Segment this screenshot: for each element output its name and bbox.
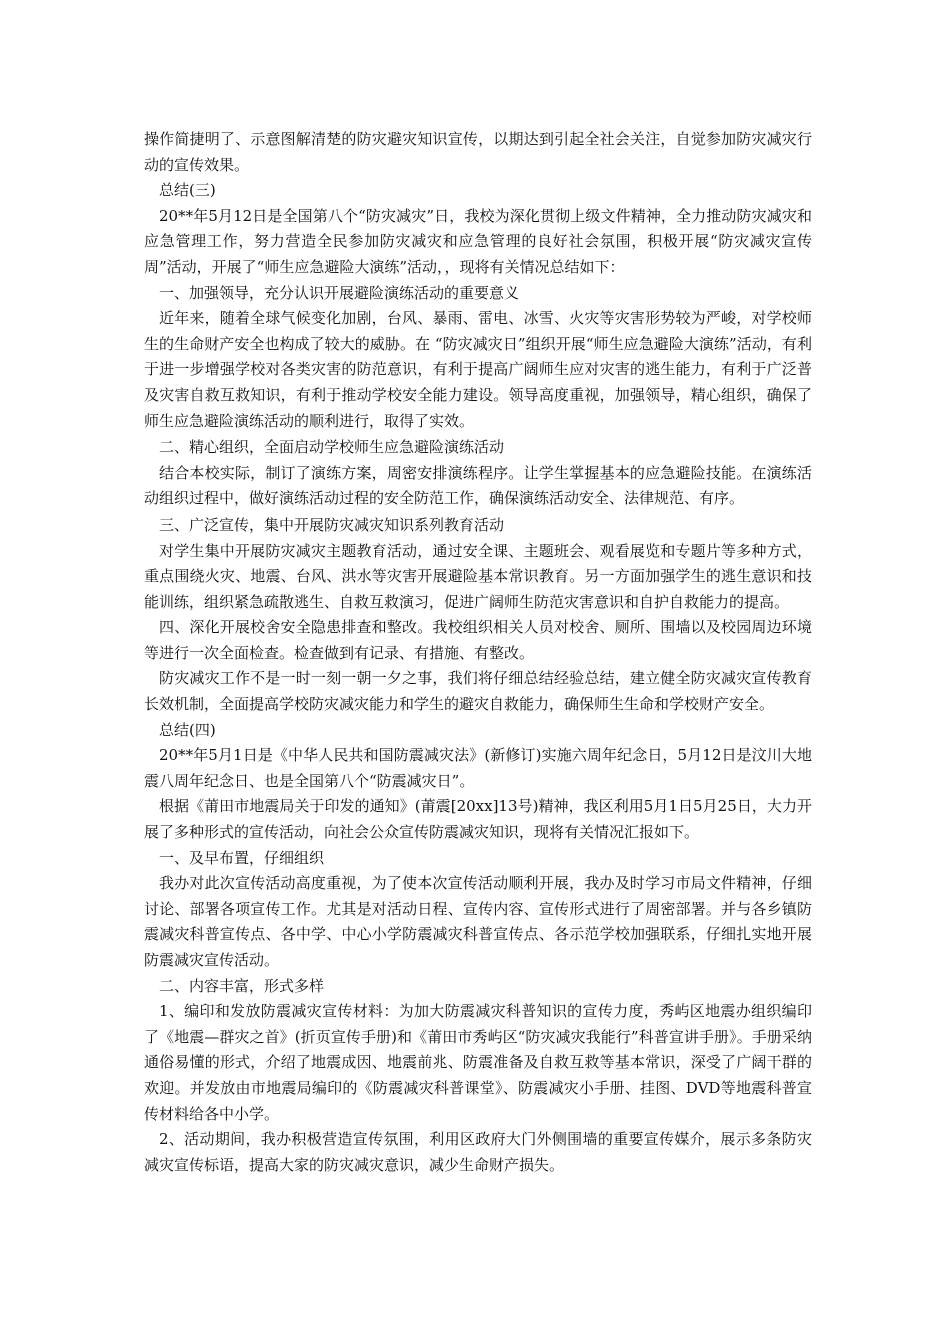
paragraph-continuation: 操作简捷明了、示意图解清楚的防灾避灾知识宣传，以期达到引起全社会关注，自觉参加防灾减灾行动的宣传效果。 <box>144 130 812 174</box>
paragraph-intro-3: 20**年5月12日是全国第八个“防灾减灾”日，我校为深化贯彻上级文件精神，全力推动防灾减灾和应急管理工作，努力营造全民参加防灾减灾和应急管理的良好社会氛围，积极开展“防灾减灾宣传周”活动，开展了“师生应急避险大演练”活动，，现将有关情况总结如下： <box>144 206 812 276</box>
paragraph-item-2-1: 1、编印和发放防震减灾宣传材料：为加大防震减灾科普知识的宣传力度，秀屿区地震办组织编印了《地震—群灾之首》(折页宣传手册)和《莆田市秀屿区“防灾减灾我能行”科普宣讲手册》。手册采纳通俗易懂的形式，介绍了地震成因、地震前兆、防震准备及自救互救等基本常识，深受了广阔干群的欢迎。并发放由市地震局编印的《防震减灾科普课堂》、防震减灾小手册、挂图、DVD等地震科普宣传材料给各中小学。 <box>144 1002 812 1123</box>
heading-point-1: 一、加强领导，充分认识开展避险演练活动的重要意义 <box>159 283 520 302</box>
heading-point-2: 二、精心组织，全面启动学校师生应急避险演练活动 <box>159 438 505 457</box>
section-title-summary-4: 总结(四) <box>159 720 216 739</box>
document-page <box>144 127 812 1178</box>
heading-point-3: 三、广泛宣传，集中开展防灾减灾知识系列教育活动 <box>159 515 505 534</box>
paragraph-point-4: 四、深化开展校舍安全隐患排查和整改。我校组织相关人员对校舍、厕所、围墙以及校园周边环境等进行一次全面检查。检查做到有记录、有措施、有整改。 <box>144 618 812 662</box>
paragraph-point-1: 近年来，随着全球气候变化加剧，台风、暴雨、雷电、冰雪、火灾等灾害形势较为严峻，对学校师生的生命财产安全也构成了较大的威胁。在 “防灾减灾日”组织开展“师生应急避险大演练”活动，有利于进一步增强学校对各类灾害的防范意识，有利于提高广阔师生应对灾害的逃生能力，有利于广泛普及灾害自救互救知识，有利于推动学校安全能力建设。领导高度重视，加强领导，精心组织，确保了师生应急避险演练活动的顺利进行，取得了实效。 <box>144 309 812 430</box>
paragraph-basis-4: 根据《莆田市地震局关于印发的通知》(莆震[20xx]13号)精神，我区利用5月1日5月25日，大力开展了多种形式的宣传活动，向社会公众宣传防震减灾知识，现将有关情况汇报如下。 <box>144 797 812 842</box>
paragraph-item-2-2: 2、活动期间，我办积极营造宣传氛围，利用区政府大门外侧围墙的重要宣传媒介，展示多条防灾减灾宣传标语，提高大家的防灾减灾意识，减少生命财产损失。 <box>144 1130 812 1174</box>
paragraph-intro-4: 20**年5月1日是《中华人民共和国防震减灾法》(新修订)实施六周年纪念日，5月12日是汶川大地震八周年纪念日、也是全国第八个“防震减灾日”。 <box>144 746 812 790</box>
paragraph-item-1: 我办对此次宣传活动高度重视，为了使本次宣传活动顺利开展，我办及时学习市局文件精神，仔细讨论、部署各项宣传工作。尤其是对活动日程、宣传内容、宣传形式进行了周密部署。并与各乡镇防震减灾科普宣传点、各中学、中心小学防震减灾科普宣传点、各示范学校加强联系，仔细扎实地开展防震减灾宣传活动。 <box>144 874 812 969</box>
paragraph-point-2: 结合本校实际，制订了演练方案，周密安排演练程序。让学生掌握基本的应急避险技能。在演练活动组织过程中，做好演练活动过程的安全防范工作，确保演练活动安全、法律规范、有序。 <box>144 463 812 508</box>
paragraph-conclusion-3: 防灾减灾工作不是一时一刻一朝一夕之事，我们将仔细总结经验总结，建立健全防灾减灾宣传教育长效机制，全面提高学校防灾减灾能力和学生的避灾自救能力，确保师生生命和学校财产安全。 <box>144 669 812 714</box>
heading-item-2: 二、内容丰富，形式多样 <box>159 976 325 995</box>
section-title-summary-3: 总结(三) <box>159 181 216 200</box>
paragraph-point-3: 对学生集中开展防灾减灾主题教育活动，通过安全课、主题班会、观看展览和专题片等多种方式，重点围绕火灾、地震、台风、洪水等灾害开展避险基本常识教育。另一方面加强学生的逃生意识和技能训练，组织紧急疏散逃生、自救互救演习，促进广阔师生防范灾害意识和自护自救能力的提高。 <box>144 541 812 611</box>
heading-item-1: 一、及早布置，仔细组织 <box>159 848 325 867</box>
